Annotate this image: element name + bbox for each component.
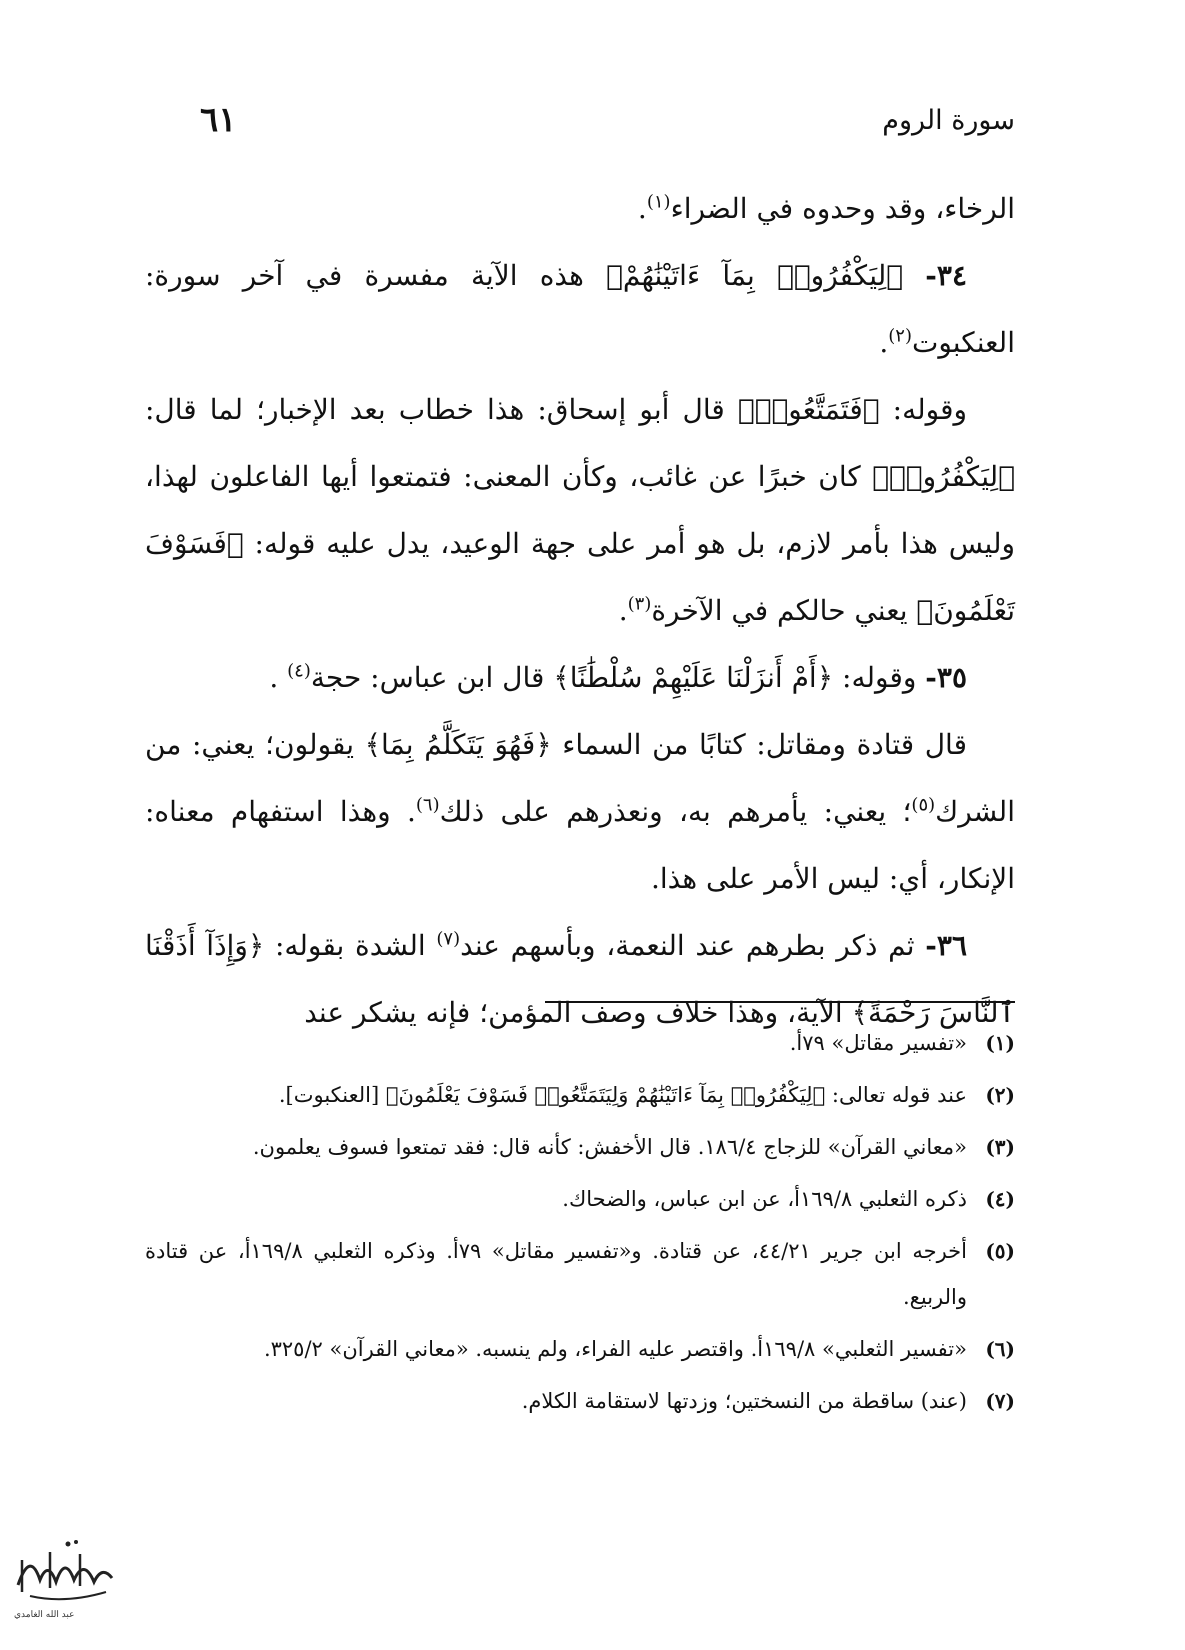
calligraphy-logo-icon <box>10 1530 120 1610</box>
p5-c: ؛ يعني: يأمرهم به، ونعذرهم على ذلك <box>439 795 912 828</box>
calligraphy-logo <box>10 1530 120 1610</box>
page-number: ٦١ <box>200 100 237 140</box>
footnote-number: (١) <box>985 1031 1015 1055</box>
footnote-ref-1[interactable]: (١) <box>646 191 671 213</box>
verse-number-35: ٣٥- <box>925 661 967 694</box>
footnote-ref-6[interactable]: (٦) <box>415 794 440 816</box>
p3-d: يعني حالكم في الآخرة <box>651 594 908 627</box>
footnote-number: (٣) <box>985 1135 1015 1159</box>
p6-a: ثم ذكر بطرهم عند النعمة، وبأسهم عند <box>460 929 915 962</box>
running-head <box>200 95 1015 145</box>
footnote-ref-3[interactable]: (٣) <box>627 593 652 615</box>
footnote-ref-2[interactable]: (٢) <box>888 325 912 347</box>
p1-text: الرخاء، وقد وحدوه في الضراء <box>670 192 1015 225</box>
surah-title: سورة الروم <box>882 104 1015 136</box>
footnote-number: (٦) <box>985 1337 1015 1361</box>
verse-number-34: ٣٤- <box>925 259 967 292</box>
quran-quote: ﴿وَإِذَآ أَذَقْنَا ٱلنَّاسَ رَحْمَةً﴾ <box>145 929 1015 1029</box>
footnote-text: «تفسير الثعلبي» ١٦٩/٨أ. واقتصر عليه الفراء، ولم ينسبه. «معاني القرآن» ٣٢٥/٢. <box>263 1337 967 1361</box>
p3-c: كان خبرًا عن غائب، وكأن المعنى: فتمتعوا أيها الفاعلون لهذا، وليس هذا بأمر لازم، بل هو أمر على جهة الوعيد، يدل عليه قوله: <box>145 460 1015 560</box>
paragraph-verse-34 <box>145 242 1015 376</box>
quran-quote: ﴿فَهُوَ يَتَكَلَّمُ بِمَا﴾ <box>364 728 552 761</box>
p4-a: وقوله: <box>842 661 917 694</box>
footnote-1 <box>145 1020 1015 1066</box>
p6-b: الشدة بقوله: <box>274 929 426 962</box>
quran-quote: ﴿لِيَكْفُرُوا۟ بِمَآ ءَاتَيْنَٰهُمْ﴾ <box>606 259 904 292</box>
footnote-4 <box>145 1176 1015 1222</box>
footnote-text: «تفسير مقاتل» ٧٩أ. <box>789 1031 967 1055</box>
p3-end: . <box>618 594 628 627</box>
footnote-text: (عند) ساقطة من النسختين؛ وزدتها لاستقامة الكلام. <box>521 1389 967 1413</box>
footnote-text: أخرجه ابن جرير ٤٤/٢١، عن قتادة. و«تفسير مقاتل» ٧٩أ. وذكره الثعلبي ١٦٩/٨أ، عن قتادة والربيع. <box>145 1239 967 1309</box>
quran-quote: ﴿فَسَوْفَ تَعْلَمُونَ﴾ <box>145 527 1015 627</box>
paragraph-3 <box>145 376 1015 644</box>
paragraph-verse-35 <box>145 644 1015 711</box>
footnote-ref-7[interactable]: (٧) <box>436 928 461 950</box>
footnote-text: عند قوله تعالى: ﴿لِيَكْفُرُوا۟ بِمَآ ءَاتَيْنَٰهُمْ وَلِيَتَمَتَّعُوا۟ فَسَوْفَ يَعْلَمُونَ﴾ [العنكبوت]. <box>278 1083 967 1107</box>
main-text <box>145 175 1015 1046</box>
p2-text: هذه الآية مفسرة في آخر سورة: العنكبوت <box>145 259 1015 359</box>
footnote-ref-4[interactable]: (٤) <box>287 660 311 682</box>
logo-caption: عبد الله الغامدي <box>14 1610 75 1620</box>
p3-b: قال أبو إسحاق: هذا خطاب بعد الإخبار؛ لما قال: <box>145 393 725 426</box>
footnote-number: (٢) <box>985 1083 1015 1107</box>
footnote-5 <box>145 1228 1015 1320</box>
footnote-7 <box>145 1378 1015 1424</box>
p1-end: . <box>637 192 647 225</box>
verse-number-36: ٣٦- <box>925 929 967 962</box>
footnote-ref-5[interactable]: (٥) <box>911 794 936 816</box>
footnotes <box>145 1020 1015 1430</box>
quran-quote: ﴿لِيَكْفُرُوا۟﴾ <box>872 460 1015 493</box>
p3-a: وقوله: <box>892 393 967 426</box>
footnote-text: ذكره الثعلبي ١٦٩/٨أ، عن ابن عباس، والضحاك. <box>562 1187 967 1211</box>
footnote-divider <box>545 1001 1015 1003</box>
footnote-6 <box>145 1326 1015 1372</box>
footnote-text: «معاني القرآن» للزجاج ١٨٦/٤. قال الأخفش: كأنه قال: فقد تمتعوا فسوف يعلمون. <box>252 1135 967 1159</box>
p2-end: . <box>879 326 889 359</box>
p4-end: . <box>269 661 288 694</box>
quran-quote: ﴿أَمْ أَنزَلْنَا عَلَيْهِمْ سُلْطَٰنًا﴾ <box>553 661 834 694</box>
footnote-2 <box>145 1072 1015 1118</box>
p5-d: . وهذا استفهام معناه: الإنكار، أي: ليس الأمر على هذا. <box>145 795 1015 895</box>
quran-quote: ﴿فَتَمَتَّعُوا۟﴾ <box>737 393 880 426</box>
p6-c: الآية، وهذا خلاف وصف المؤمن؛ فإنه يشكر عند <box>304 996 843 1029</box>
p5-b: يقولون؛ يعني: من الشرك <box>145 728 1015 828</box>
footnote-number: (٧) <box>985 1389 1015 1413</box>
p4-b: قال ابن عباس: حجة <box>310 661 545 694</box>
footnote-number: (٥) <box>985 1239 1015 1263</box>
footnote-3 <box>145 1124 1015 1170</box>
paragraph-1 <box>145 175 1015 242</box>
paragraph-5 <box>145 711 1015 912</box>
p5-a: قال قتادة ومقاتل: كتابًا من السماء <box>562 728 967 761</box>
footnote-number: (٤) <box>985 1187 1015 1211</box>
